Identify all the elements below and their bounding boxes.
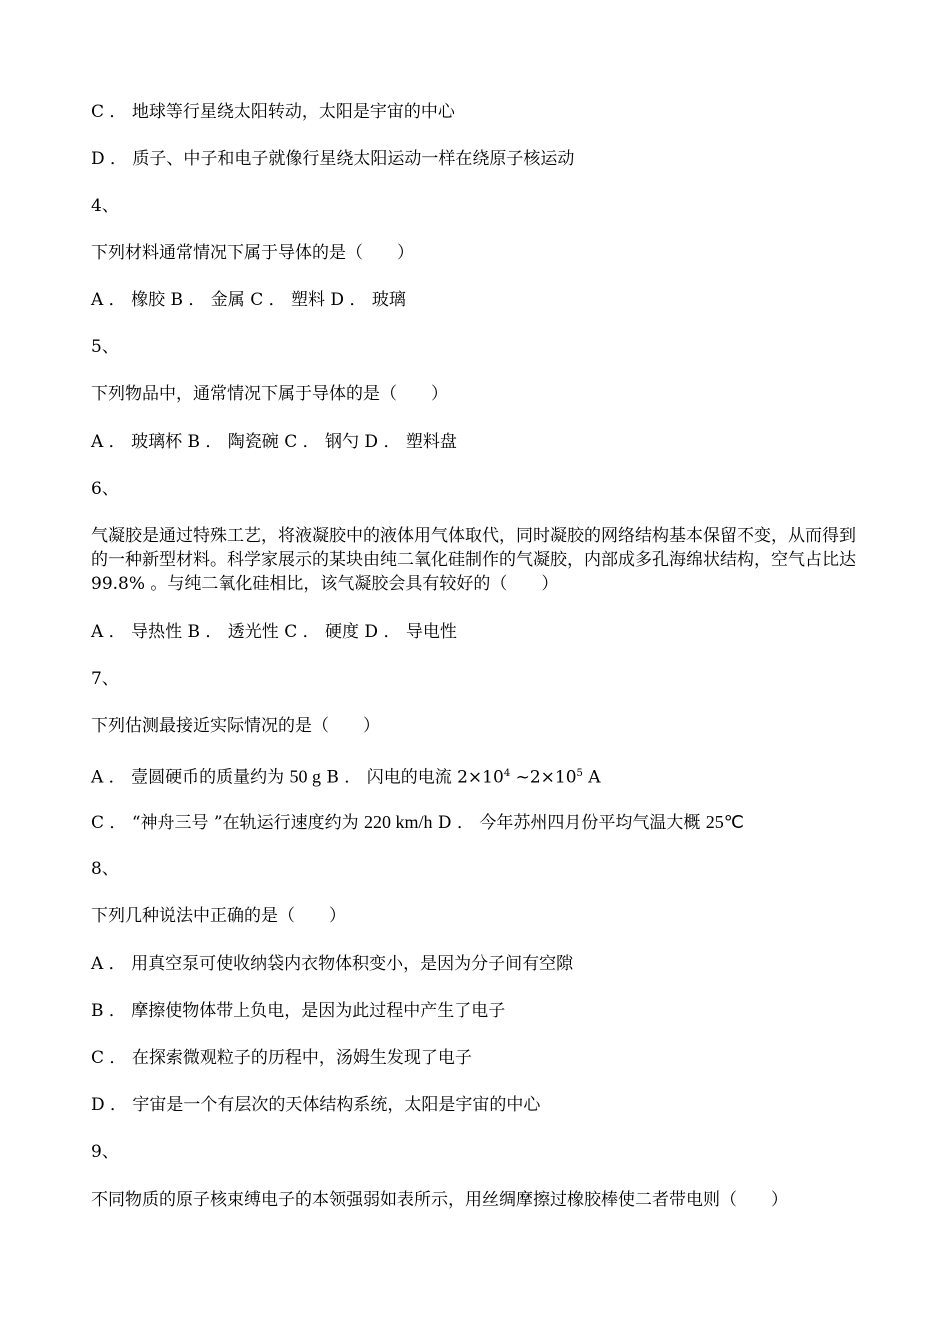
question-7-options-ab: A ． 壹圆硬币的质量约为 50 g B ． 闪电的电流 $2\times 10^4$ $\sim 2\times 10^5$ A	[91, 766, 601, 788]
question-8-option-b: B ． 摩擦使物体带上负电，是因为此过程中产生了电子	[91, 1001, 506, 1021]
question-9-stem: 不同物质的原子核束缚电子的本领强弱如表所示，用丝绸摩擦过橡胶棒使二者带电则（ ）	[91, 1190, 788, 1210]
question-6-options: A ． 导热性 B ． 透光性 C ． 硬度 D ． 导电性	[91, 622, 457, 642]
question-7-stem: 下列估测最接近实际情况的是（ ）	[91, 716, 380, 736]
question-number-7: 7、	[91, 669, 119, 689]
question-number-4: 4、	[91, 196, 119, 216]
question-5-options: A ． 玻璃杯 B ． 陶瓷碗 C ． 钢勺 D ． 塑料盘	[91, 432, 457, 452]
question-4-stem: 下列材料通常情况下属于导体的是（ ）	[91, 243, 414, 263]
question-7-options-cd: C ． “神舟三号 ”在轨运行速度约为 220 km/h D ． 今年苏州四月份平均气温大概 25℃	[91, 812, 744, 833]
question-5-stem: 下列物品中，通常情况下属于导体的是（ ）	[91, 384, 448, 404]
question-4-options: A ． 橡胶 B ． 金属 C ． 塑料 D ． 玻璃	[91, 290, 406, 310]
question-8-option-c: C ． 在探索微观粒子的历程中，汤姆生发现了电子	[91, 1048, 472, 1068]
q3-option-c: C ． 地球等行星绕太阳转动，太阳是宇宙的中心	[91, 102, 455, 122]
question-6-stem: 气凝胶是通过特殊工艺，将液凝胶中的液体用气体取代，同时凝胶的网络结构基本保留不变，从而得到的一种新型材料。科学家展示的某块由纯二氧化硅制作的气凝胶，内部成多孔海绵状结构，空气占比达 99.8% 。与纯二氧化硅相比，该气凝胶会具有较好的（ ）	[91, 526, 856, 594]
question-number-9: 9、	[91, 1142, 119, 1162]
question-8-stem: 下列几种说法中正确的是（ ）	[91, 906, 346, 926]
question-number-8: 8、	[91, 859, 119, 879]
question-8-option-d: D ． 宇宙是一个有层次的天体结构系统，太阳是宇宙的中心	[91, 1095, 541, 1115]
question-number-5: 5、	[91, 337, 119, 357]
question-number-6: 6、	[91, 479, 119, 499]
question-8-option-a: A ． 用真空泵可使收纳袋内衣物体积变小，是因为分子间有空隙	[91, 954, 574, 974]
q3-option-d: D ． 质子、中子和电子就像行星绕太阳运动一样在绕原子核运动	[91, 149, 575, 169]
